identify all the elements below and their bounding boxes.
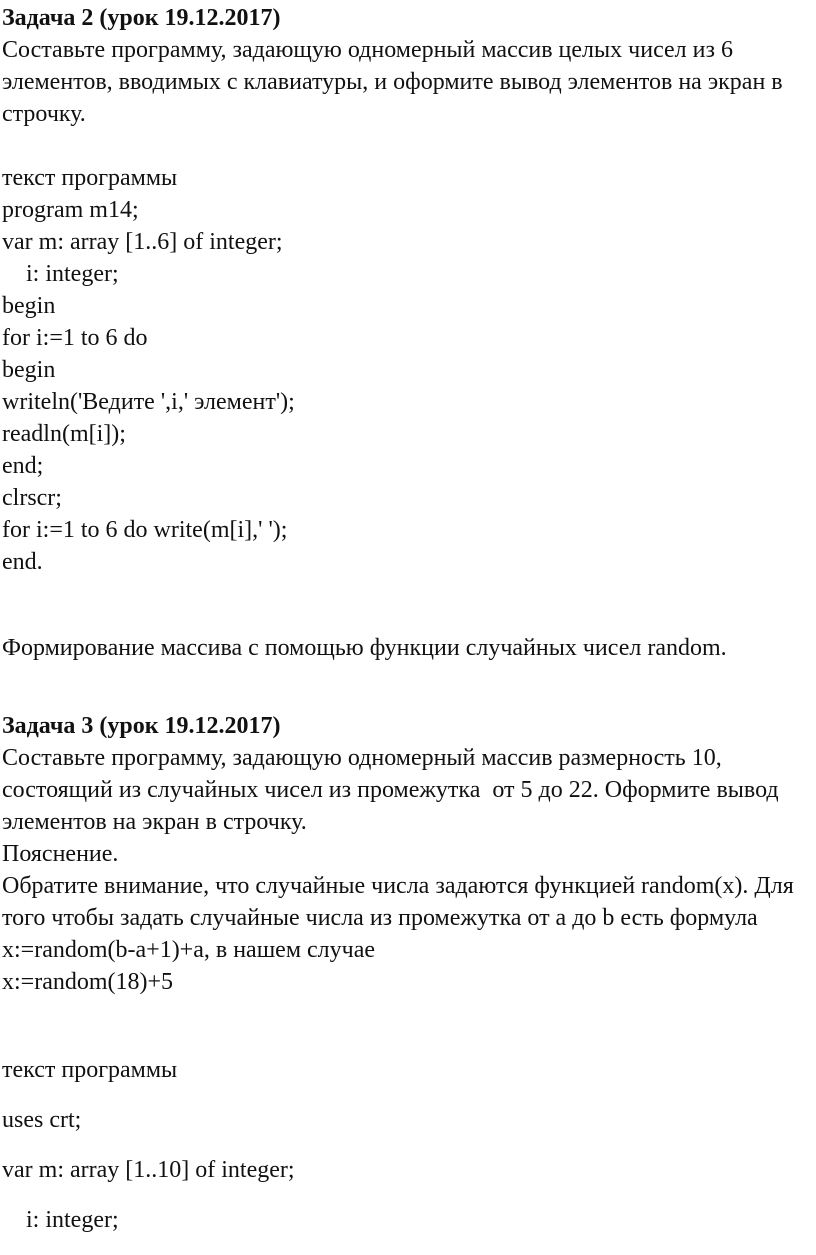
code-line: uses crt; — [2, 1107, 82, 1133]
code-line: begin — [2, 357, 56, 383]
task3-explanation-line-3: x:=random(b-a+1)+a, в нашем случае — [2, 937, 376, 963]
task3-explanation-line-1: Обратите внимание, что случайные числа задаются функцией random(x). Для — [2, 873, 794, 899]
task2-description-line-2: элементов, вводимых с клавиатуры, и оформите вывод элементов на экран в — [2, 69, 783, 95]
code-line: i: integer; — [2, 261, 119, 287]
task3-program-label: текст программы — [2, 1057, 178, 1083]
code-line: i: integer; — [2, 1207, 119, 1233]
task2-heading: Задача 2 (урок 19.12.2017) — [2, 5, 281, 31]
code-line: var m: array [1..10] of integer; — [2, 1157, 295, 1183]
task3-section — [2, 710, 812, 998]
code-line: program m14; — [2, 197, 139, 223]
task3-explanation-line-2: того чтобы задать случайные числа из промежутка от a до b есть формула — [2, 905, 758, 931]
task3-description-line-2: состоящий из случайных чисел из промежутка от 5 до 22. Оформите вывод — [2, 777, 779, 803]
code-line: begin — [2, 293, 56, 319]
task2-program-label: текст программы — [2, 165, 178, 191]
task3-heading: Задача 3 (урок 19.12.2017) — [2, 713, 281, 739]
code-line: var m: array [1..6] of integer; — [2, 229, 283, 255]
code-line: end. — [2, 549, 43, 575]
task3-description-line-3: элементов на экран в строчку. — [2, 809, 307, 835]
random-section-title: Формирование массива с помощью функции случайных чисел random. — [2, 635, 727, 661]
task2-description-line-1: Составьте программу, задающую одномерный массив целых чисел из 6 — [2, 37, 733, 63]
code-line: for i:=1 to 6 do — [2, 325, 148, 351]
task2-section — [2, 2, 812, 130]
task3-explanation-line-4: x:=random(18)+5 — [2, 969, 174, 995]
random-section — [2, 632, 812, 664]
code-line: writeln('Ведите ',i,' элемент'); — [2, 389, 295, 415]
code-line: end; — [2, 453, 44, 479]
code-line: readln(m[i]); — [2, 421, 126, 447]
task2-description-line-3: строчку. — [2, 101, 86, 127]
task3-description-line-1: Составьте программу, задающую одномерный массив размерность 10, — [2, 745, 722, 771]
task2-program — [2, 162, 812, 578]
task3-explanation-label: Пояснение. — [2, 841, 119, 867]
code-line: clrscr; — [2, 485, 62, 511]
code-line: for i:=1 to 6 do write(m[i],' '); — [2, 517, 288, 543]
